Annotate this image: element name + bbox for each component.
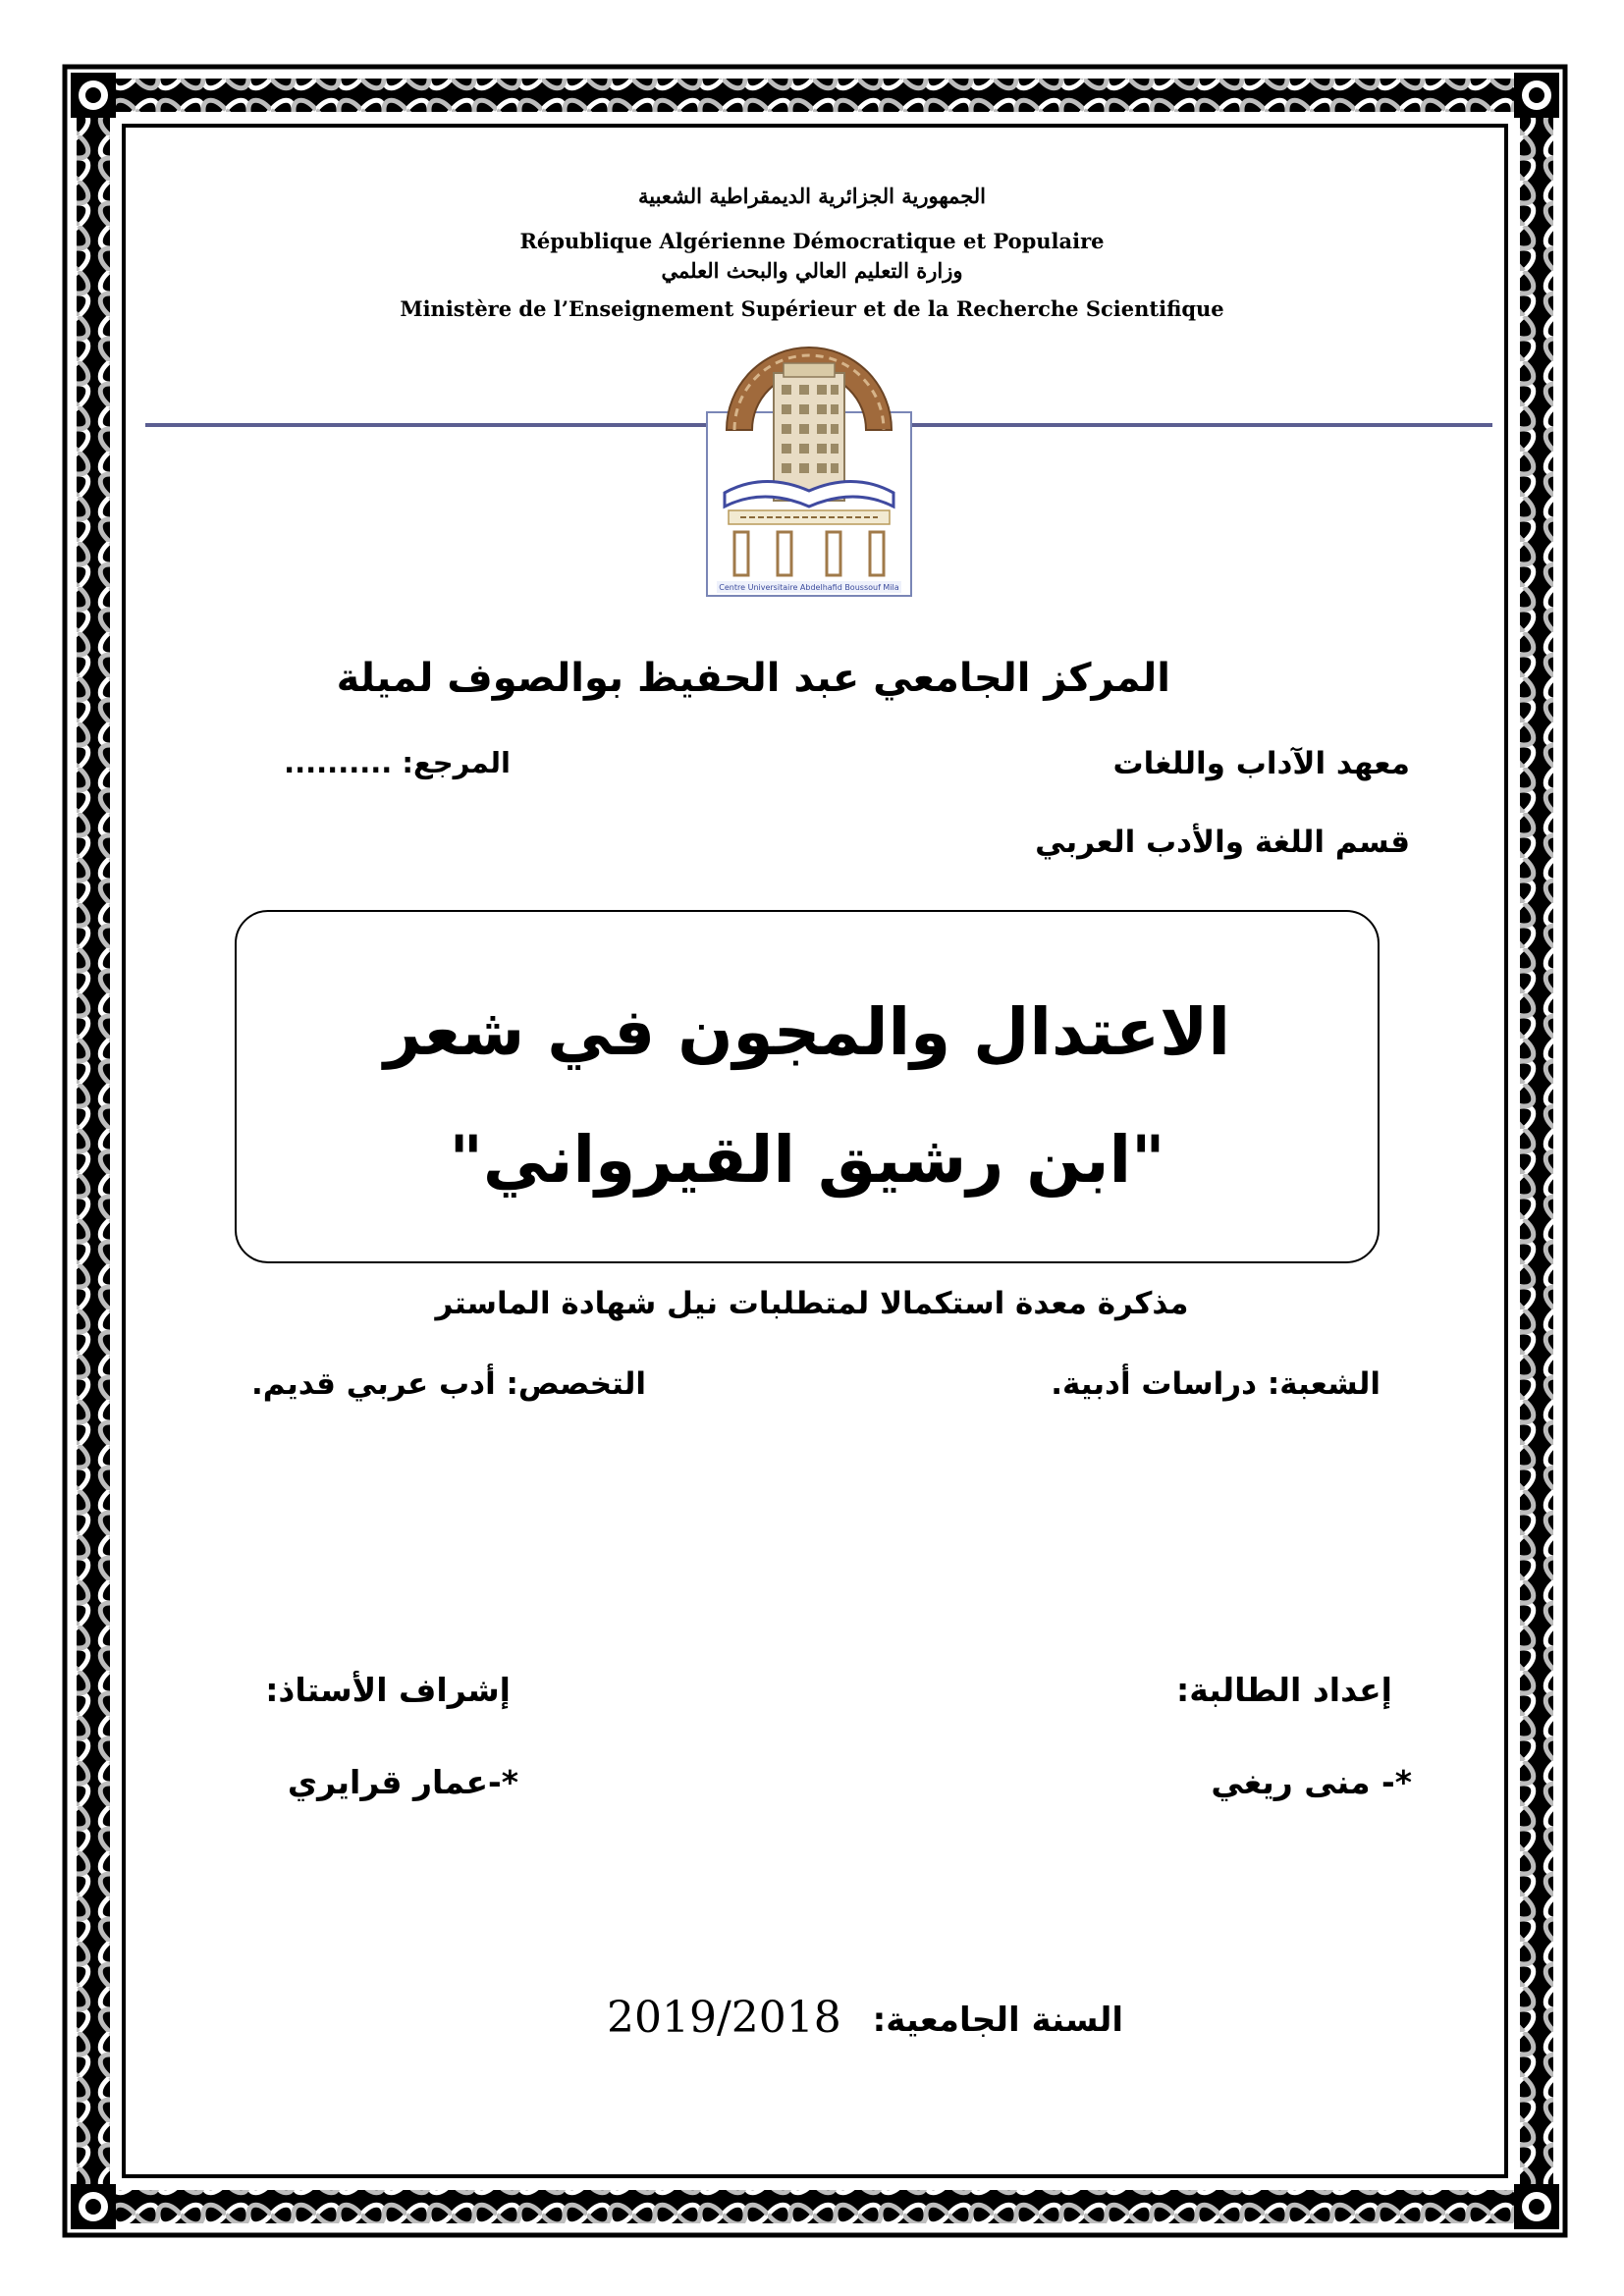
- student-name: *- منى ريغي: [1211, 1763, 1412, 1801]
- corner-ornament-icon: [1514, 2184, 1559, 2229]
- corner-ornament-icon: [71, 73, 116, 118]
- reference-field: المرجع: ..........: [284, 746, 511, 779]
- university-logo: [705, 324, 913, 598]
- academic-year-label: السنة الجامعية:: [872, 2001, 1123, 2040]
- corner-ornament-icon: [71, 2184, 116, 2229]
- student-label: إعداد الطالبة:: [1176, 1671, 1392, 1709]
- thesis-description: مذكرة معدة استكمالا لمتطلبات نيل شهادة الماستر: [435, 1286, 1189, 1321]
- branch-field: الشعبة: دراسات أدبية.: [1051, 1366, 1380, 1402]
- thesis-title-line-1: الاعتدال والمجون في شعر: [384, 994, 1230, 1070]
- academic-year-value: 2019/2018: [607, 1993, 841, 2043]
- university-center-name: المركز الجامعي عبد الحفيظ بوالصوف لميلة: [336, 656, 1170, 701]
- ministry-arabic: وزارة التعليم العالي والبحث العلمي: [661, 258, 963, 283]
- supervisor-name: *-عمار قرايري: [287, 1763, 518, 1801]
- republic-french: République Algérienne Démocratique et Populaire: [519, 229, 1105, 253]
- specialty-field: التخصص: أدب عربي قديم.: [251, 1366, 646, 1402]
- institute-name: معهد الآداب واللغات: [1112, 746, 1410, 781]
- republic-arabic: الجمهورية الجزائرية الديمقراطية الشعبية: [637, 184, 986, 208]
- thesis-title-box: [235, 910, 1380, 1263]
- corner-ornament-icon: [1514, 73, 1559, 118]
- thesis-title-line-2: "ابن رشيق القيرواني": [449, 1122, 1165, 1198]
- department-name: قسم اللغة والأدب العربي: [1035, 825, 1410, 860]
- supervisor-label: إشراف الأستاذ:: [265, 1671, 511, 1709]
- logo-caption: Centre Universitaire Abdelhafid Boussouf Mila: [719, 583, 899, 592]
- ministry-french: Ministère de l’Enseignement Supérieur et de la Recherche Scientifique: [400, 296, 1224, 321]
